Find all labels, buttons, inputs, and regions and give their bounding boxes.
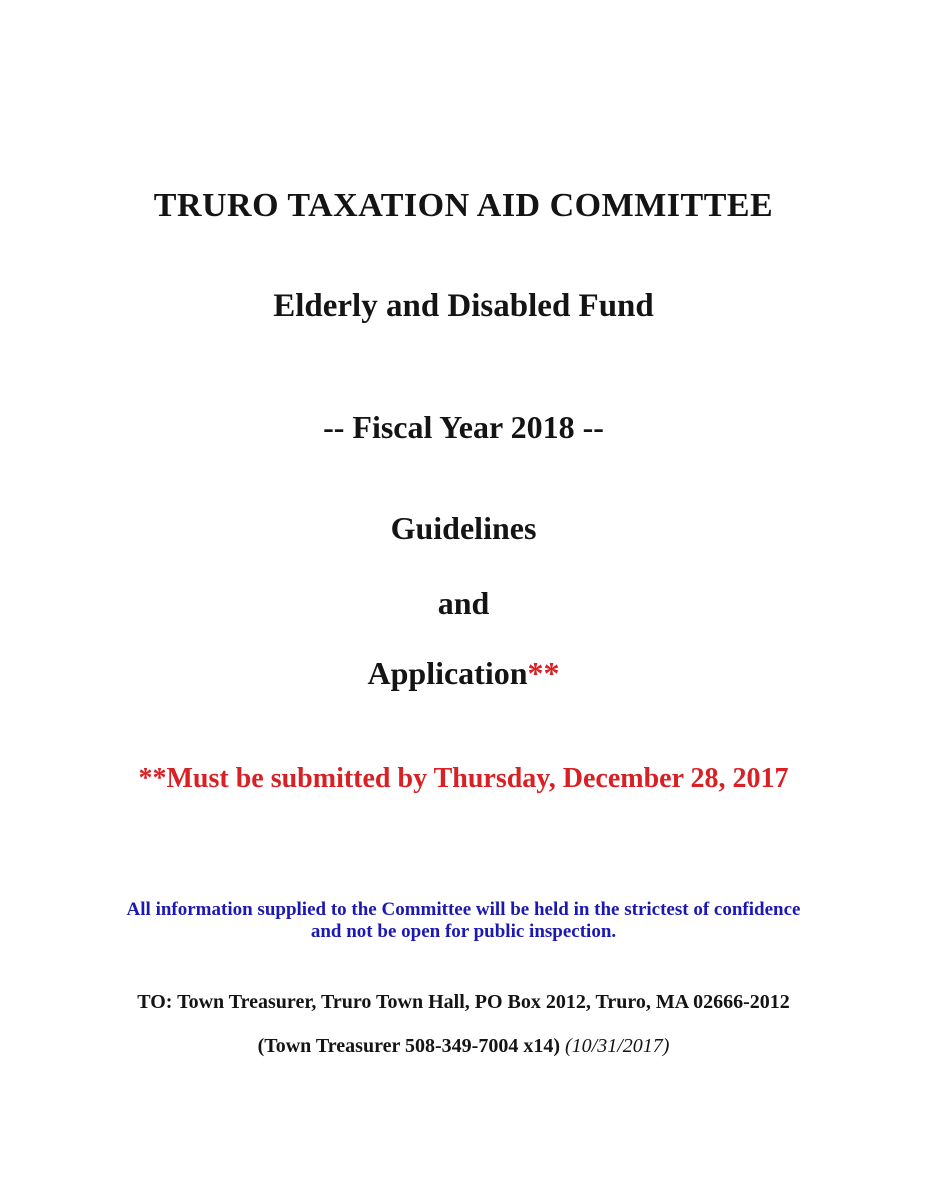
guidelines-heading: Guidelines [390, 510, 537, 546]
deadline-notice: **Must be submitted by Thursday, December 28, 2017 [138, 763, 789, 794]
confidentiality-notice [0, 899, 927, 943]
fund-subtitle: Elderly and Disabled Fund [273, 288, 654, 324]
and-heading: and [437, 585, 490, 621]
recipient-line: TO: Town Treasurer, Truro Town Hall, PO Box 2012, Truro, MA 02666-2012 [137, 991, 790, 1013]
application-asterisks: ** [527, 655, 560, 691]
contact-line [0, 1036, 927, 1058]
revision-date: (10/31/2017) [564, 1035, 670, 1057]
application-heading-text: Application [367, 655, 528, 691]
page-title: TRURO TAXATION AID COMMITTEE [153, 187, 774, 224]
application-heading [0, 656, 927, 691]
confidentiality-notice-line1: All information supplied to the Committee will be held in the strictest of confidence [126, 899, 801, 920]
contact-phone-text: (Town Treasurer 508-349-7004 x14) [257, 1035, 560, 1057]
confidentiality-notice-line2: and not be open for public inspection. [310, 921, 617, 942]
fiscal-year-heading: -- Fiscal Year 2018 -- [323, 409, 604, 445]
